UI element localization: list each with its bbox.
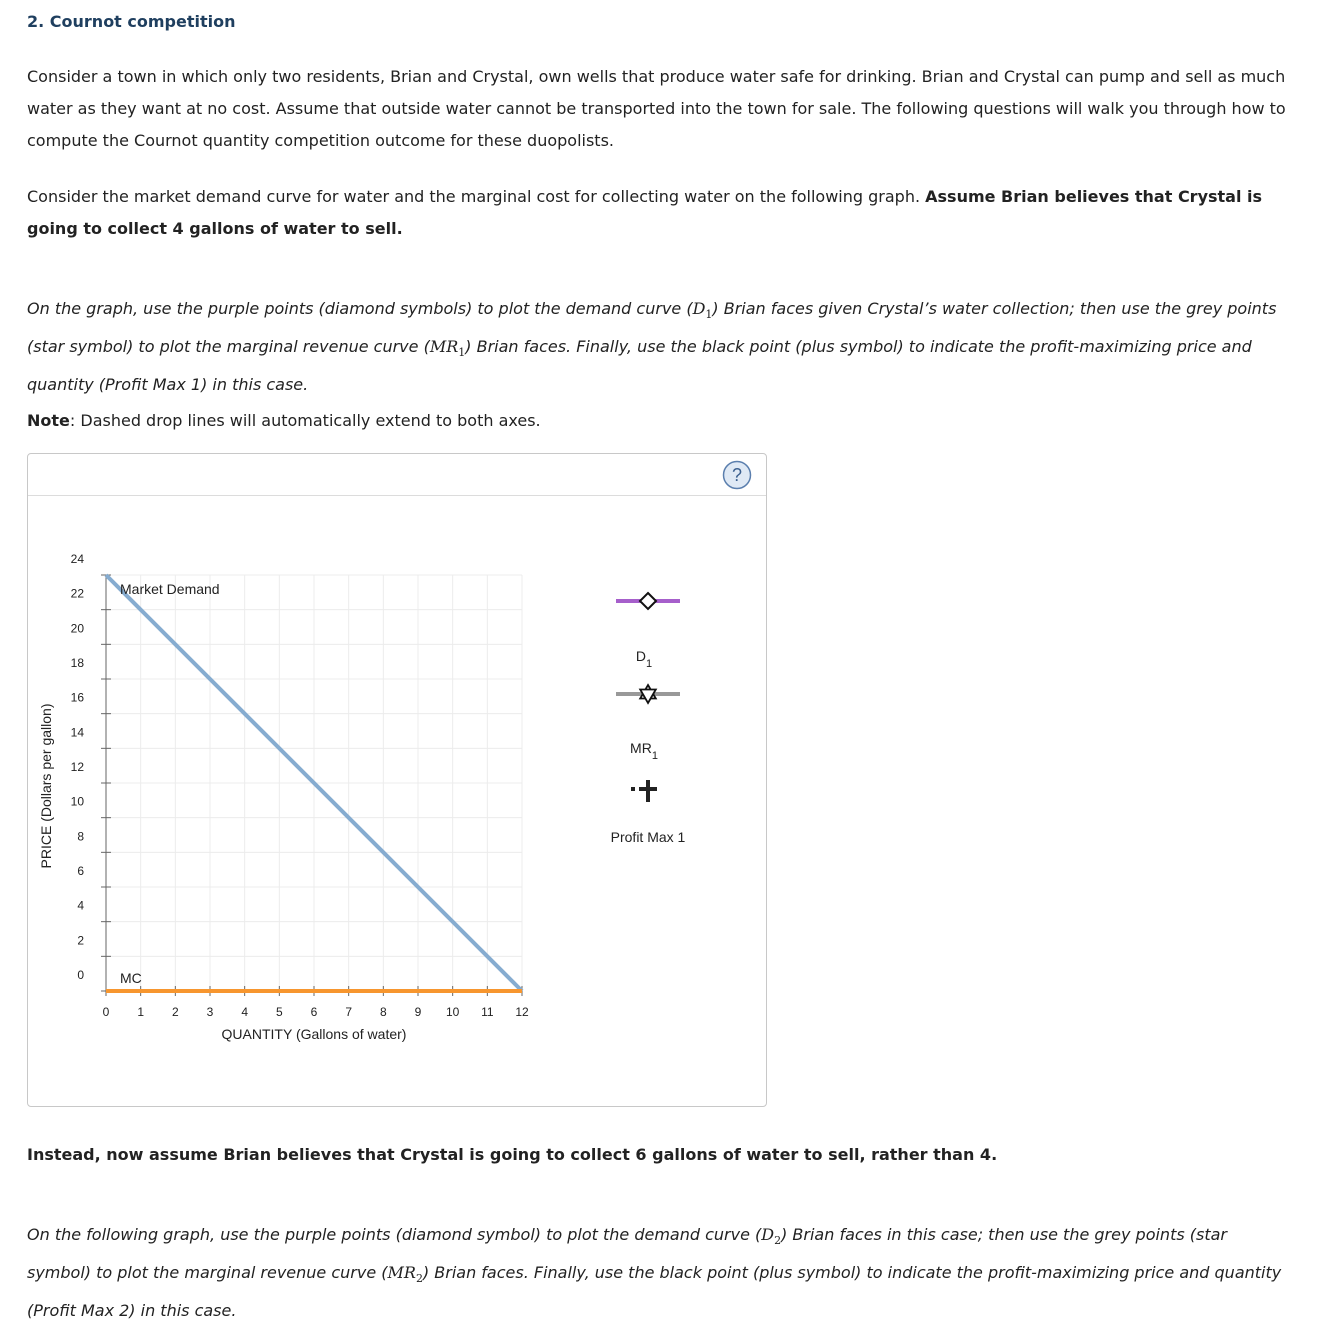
x-tick-label: 8 [379,1005,387,1019]
instruction-1-part3: ) Brian faces. Finally, use the black point (plus symbol) to indicate the profit-maximizing price and quantity (Profit Max 1) in this case. [27,337,1252,395]
instruction-2-d-symbol: D [761,1225,775,1244]
y-tick-label: 20 [70,621,84,636]
x-tick-label: 6 [310,1005,318,1019]
diamond-icon[interactable] [640,593,656,609]
x-tick-label: 12 [515,1005,529,1019]
x-tick-label: 3 [206,1005,214,1019]
y-tick-label: 2 [77,933,84,948]
d1-tool-label: $D_1$ [635,648,653,670]
instruction-2-part2: ) Brian faces in this case; then use the grey points (star symbol) to plot the marginal revenue curve ( [27,1225,1227,1283]
y-tick-label: 0 [77,968,84,982]
x-tick-label: 1 [137,1005,145,1019]
profit-max-1-label: Profit Max 1 [610,829,686,845]
instead-paragraph [27,1139,1287,1171]
instruction-1-part2: ) Brian faces given Crystal’s water collection; then use the grey points (star symbol) to plot the marginal revenue curve ( [27,299,1277,357]
instruction-2-mr-subscript: 2 [415,1272,423,1286]
section-heading: 2. Cournot competition [27,12,236,31]
instruction-1-mr-symbol: MR [429,337,459,357]
y-tick-label: 22 [70,586,84,601]
instruction-1-d-symbol: D [692,299,706,318]
y-axis-title: PRICE (Dollars per gallon) [38,703,54,869]
instruction-2-part1: On the following graph, use the purple points (diamond symbol) to plot the demand curve ( [27,1225,762,1244]
series-label-market-demand: Market Demand [120,581,220,597]
y-tick-label: 14 [70,725,84,740]
instead-text: Instead, now assume Brian believes that Crystal is going to collect 6 gallons of water to sell, rather than 4. [27,1145,998,1164]
x-tick-label: 5 [275,1005,283,1019]
mr1-tool-label: $MR_1$ [630,740,658,762]
x-tick-label: 10 [445,1005,460,1019]
instruction-1-mr-subscript: 1 [458,346,466,360]
plus-dash-down [646,798,650,802]
y-tick-label: 10 [70,794,84,809]
y-tick-label: 12 [70,760,84,774]
instruction-2-part3: ) Brian faces. Finally, use the black point (plus symbol) to indicate the profit-maximizing price and quantity (Profit Max 2) in this case. [27,1263,1282,1321]
x-tick-label: 2 [171,1005,179,1019]
plus-icon[interactable] [639,780,657,798]
x-tick-label: 9 [414,1005,422,1019]
y-tick-label: 4 [77,898,84,913]
instruction-1-part1: On the graph, use the purple points (diamond symbols) to plot the demand curve ( [27,299,693,318]
y-tick-label: 6 [77,864,84,878]
x-axis-title: QUANTITY (Gallons of water) [221,1026,407,1042]
market-paragraph-text: Consider the market demand curve for water and the marginal cost for collecting water on the following graph. [27,187,926,206]
note-text: : Dashed drop lines will automatically extend to both axes. [69,411,541,430]
series-label-mc: MC [120,970,142,986]
plus-dash-left [631,787,635,791]
svg-text:?: ? [731,465,743,485]
y-tick-label: 24 [70,552,84,566]
instruction-2 [27,1219,1287,1327]
x-tick-label: 0 [102,1005,110,1019]
instruction-2-d-subscript: 2 [774,1234,782,1248]
x-tick-label: 7 [345,1005,353,1019]
instruction-2-mr-symbol: MR [387,1263,416,1283]
instruction-1-d-subscript: 1 [705,308,713,322]
note-label: Note [27,411,70,430]
x-tick-label: 11 [481,1005,494,1019]
x-tick-label: 4 [241,1005,249,1019]
intro-paragraph: Consider a town in which only two residents, Brian and Crystal, own wells that produce water safe for drinking. Brian and Crystal can pump and sell as much water as they want at no cost. Assume that outside water cannot be transported into the town for sale. The following questions will walk you through how to compute the Cournot quantity competition outcome for these duopolists. [27,67,1286,150]
y-tick-label: 16 [70,690,84,705]
market-paragraph-assumption: Assume Brian believes that Crystal is going to collect 4 gallons of water to sell. [27,187,1263,238]
y-tick-label: 18 [70,656,84,670]
y-tick-label: 8 [77,829,84,844]
